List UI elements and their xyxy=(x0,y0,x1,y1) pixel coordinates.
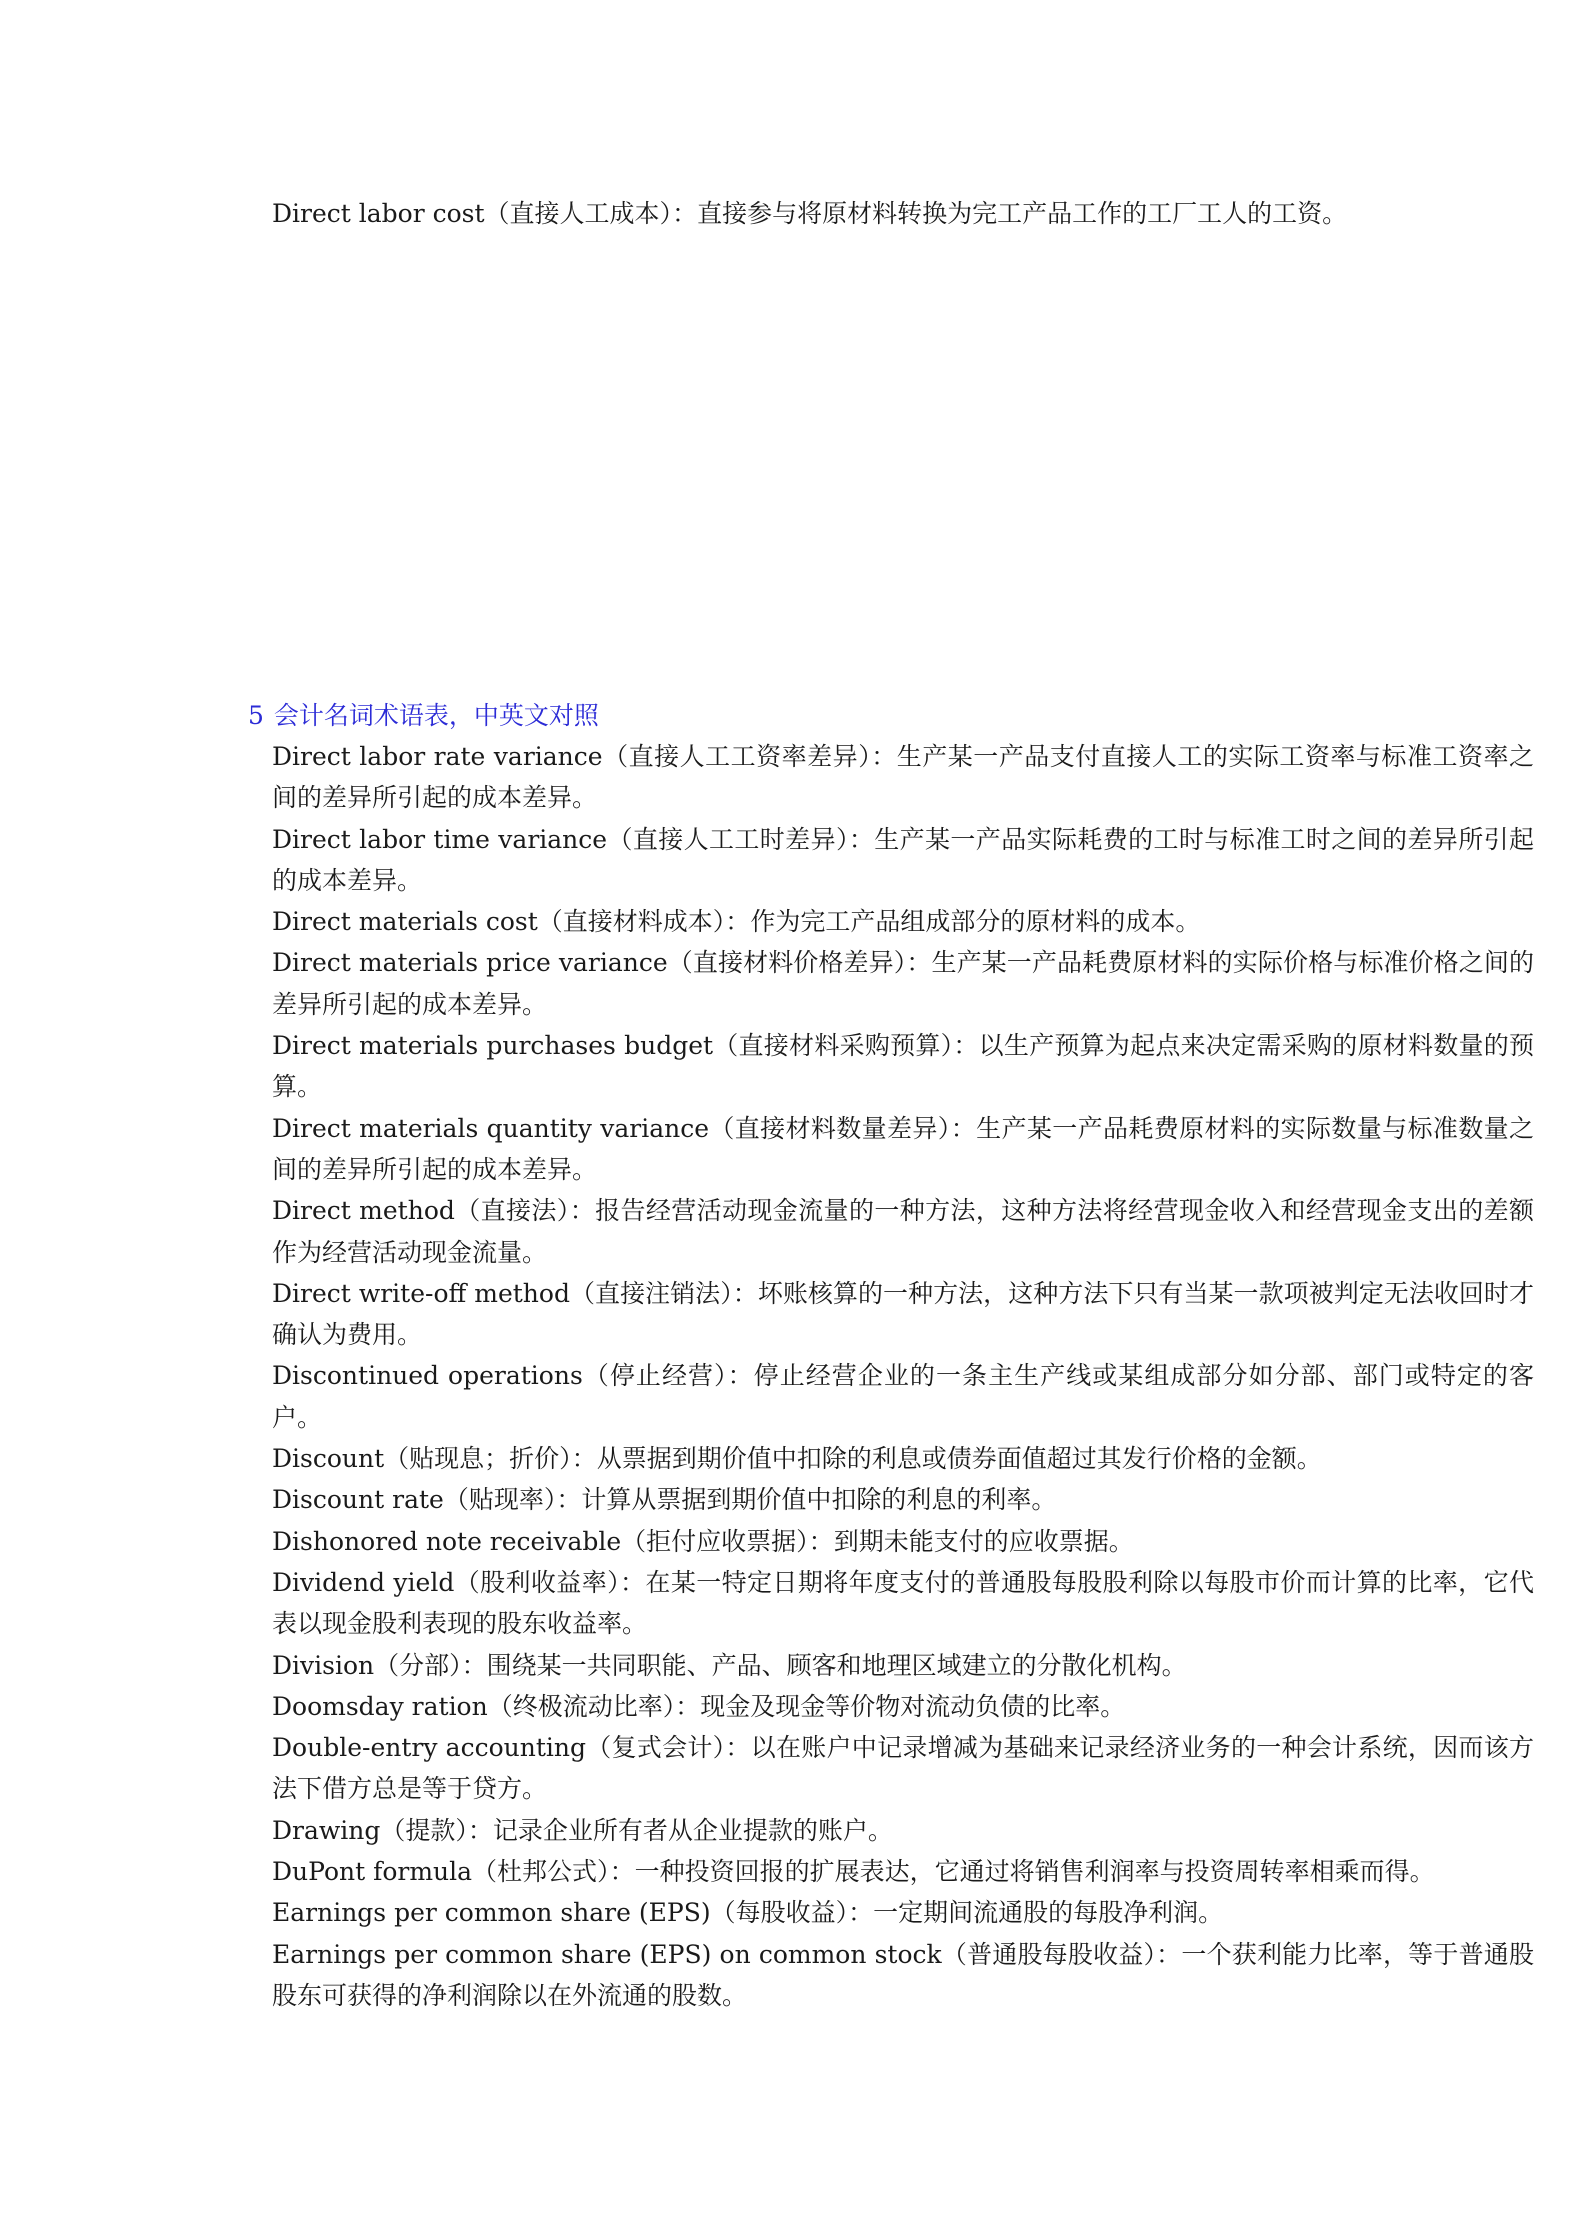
glossary-entry xyxy=(272,1355,1534,1438)
entry-definition: 记录企业所有者从企业提款的账户。 xyxy=(492,1815,893,1845)
entry-definition: 以在账户中记录增减为基础来记录经济业务的一种会计系统，因而该方法下借方总是等于贷方。 xyxy=(272,1733,1534,1804)
entry-term: Direct labor cost（直接人工成本） xyxy=(272,199,673,228)
glossary-entry xyxy=(272,1438,1534,1479)
entry-term: Direct materials purchases budget（直接材料采购预算） xyxy=(272,1031,954,1061)
glossary-entry xyxy=(272,1810,1534,1851)
glossary-entry xyxy=(272,1892,1534,1933)
top-glossary-entry xyxy=(272,194,1532,234)
entry-term: Direct labor time variance（直接人工工时差异） xyxy=(272,824,849,854)
entry-definition: 一定期间流通股的每股净利润。 xyxy=(873,1898,1224,1928)
glossary-entry xyxy=(272,1727,1534,1810)
entry-term: Division（分部） xyxy=(272,1650,462,1680)
glossary-entry xyxy=(272,1479,1534,1520)
glossary-entry xyxy=(272,942,1534,1025)
entry-definition: 坏账核算的一种方法，这种方法下只有当某一款项被判定无法收回时才确认为费用。 xyxy=(272,1278,1534,1350)
entry-separator: ： xyxy=(871,742,897,771)
entry-separator: ： xyxy=(1156,1939,1182,1969)
entry-definition: 从票据到期价值中扣除的利息或债券面值超过其发行价格的金额。 xyxy=(596,1444,1322,1474)
section-heading xyxy=(248,696,599,736)
entry-definition: 在某一特定日期将年度支付的普通股每股股利除以每股市价而计算的比率，它代表以现金股利表现的股东收益率。 xyxy=(272,1567,1534,1639)
glossary-entry xyxy=(272,1851,1534,1892)
entry-separator: ： xyxy=(467,1815,493,1845)
entry-term: Dishonored note receivable（拒付应收票据） xyxy=(272,1526,809,1556)
entry-definition: 直接参与将原材料转换为完工产品工作的工厂工人的工资。 xyxy=(697,199,1348,228)
entry-term: Doomsday ration（终极流动比率） xyxy=(272,1691,676,1721)
entry-term: Direct materials cost（直接材料成本） xyxy=(272,907,726,937)
entry-definition: 生产某一产品实际耗费的工时与标准工时之间的差异所引起的成本差异。 xyxy=(272,824,1534,895)
glossary-entry xyxy=(272,1273,1534,1356)
glossary-entry xyxy=(272,1521,1534,1562)
entry-term: Discount（贴现息；折价） xyxy=(272,1444,572,1474)
entry-definition: 到期未能支付的应收票据。 xyxy=(833,1526,1134,1556)
entry-definition: 一种投资回报的扩展表达，它通过将销售利润率与投资周转率相乘而得。 xyxy=(634,1857,1435,1887)
glossary-entry xyxy=(272,736,1534,819)
entry-definition: 计算从票据到期价值中扣除的利息的利率。 xyxy=(581,1485,1057,1515)
entry-separator: ： xyxy=(571,1444,597,1474)
glossary-entry xyxy=(272,1108,1534,1191)
entry-term: Direct materials quantity variance（直接材料数量差异） xyxy=(272,1113,951,1143)
entry-separator: ： xyxy=(609,1857,635,1887)
entry-definition: 作为完工产品组成部分的原材料的成本。 xyxy=(750,907,1201,937)
entry-separator: ： xyxy=(672,199,698,228)
entry-separator: ： xyxy=(727,1361,754,1391)
glossary-entry xyxy=(272,1934,1534,2017)
entry-definition: 生产某一产品耗费原材料的实际价格与标准价格之间的差异所引起的成本差异。 xyxy=(272,948,1534,1019)
entry-term: Direct labor rate variance（直接人工工资率差异） xyxy=(272,742,872,771)
section-title: 会计名词术语表，中英文对照 xyxy=(273,701,599,730)
entry-term: Direct write-off method（直接注销法） xyxy=(272,1278,733,1308)
entry-term: Earnings per common share (EPS)（每股收益） xyxy=(272,1898,849,1928)
glossary-entry xyxy=(272,1025,1534,1108)
glossary-entry xyxy=(272,1645,1534,1686)
entry-definition: 现金及现金等价物对流动负债的比率。 xyxy=(700,1691,1126,1721)
glossary-entry xyxy=(272,1190,1534,1273)
glossary-entry xyxy=(272,1686,1534,1727)
entry-separator: ： xyxy=(808,1526,834,1556)
entry-separator: ： xyxy=(556,1485,582,1515)
entry-definition: 一个获利能力比率，等于普通股股东可获得的净利润除以在外流通的股数。 xyxy=(272,1939,1534,2010)
entry-definition: 以生产预算为起点来决定需采购的原材料数量的预算。 xyxy=(272,1031,1534,1102)
entry-term: Direct method（直接法） xyxy=(272,1196,570,1226)
entry-definition: 生产某一产品耗费原材料的实际数量与标准数量之间的差异所引起的成本差异。 xyxy=(272,1113,1534,1184)
entry-definition: 围绕某一共同职能、产品、顾客和地理区域建立的分散化机构。 xyxy=(486,1650,1187,1680)
entry-separator: ： xyxy=(950,1113,977,1143)
entry-term: Discontinued operations（停止经营） xyxy=(272,1361,728,1391)
entry-separator: ： xyxy=(953,1031,979,1061)
entry-separator: ： xyxy=(732,1278,758,1308)
glossary-entry xyxy=(272,819,1534,902)
glossary-entry xyxy=(272,901,1534,942)
glossary-list xyxy=(272,736,1534,2016)
entry-definition: 报告经营活动现金流量的一种方法，这种方法将经营现金收入和经营现金支出的差额作为经营活动现金流量。 xyxy=(272,1196,1534,1267)
entry-separator: ： xyxy=(848,1898,874,1928)
entry-term: Drawing（提款） xyxy=(272,1815,468,1845)
entry-separator: ： xyxy=(906,948,932,978)
entry-term: Discount rate（贴现率） xyxy=(272,1485,557,1515)
entry-term: Double-entry accounting（复式会计） xyxy=(272,1733,726,1763)
entry-definition: 停止经营企业的一条主生产线或某组成部分如分部、部门或特定的客户。 xyxy=(272,1361,1534,1432)
entry-separator: ： xyxy=(725,907,751,937)
entry-definition: 生产某一产品支付直接人工的实际工资率与标准工资率之间的差异所引起的成本差异。 xyxy=(272,742,1534,813)
entry-separator: ： xyxy=(725,1733,751,1763)
entry-separator: ： xyxy=(620,1567,646,1597)
entry-term: DuPont formula（杜邦公式） xyxy=(272,1857,610,1887)
glossary-entry xyxy=(272,1562,1534,1645)
entry-term: Dividend yield（股利收益率） xyxy=(272,1567,621,1597)
entry-separator: ： xyxy=(848,824,875,854)
entry-separator: ： xyxy=(461,1650,487,1680)
section-number: 5 xyxy=(248,701,264,730)
entry-term: Earnings per common share (EPS) on common stock（普通股每股收益） xyxy=(272,1939,1157,1969)
entry-separator: ： xyxy=(569,1196,596,1226)
entry-separator: ： xyxy=(675,1691,701,1721)
entry-term: Direct materials price variance（直接材料价格差异） xyxy=(272,948,907,978)
